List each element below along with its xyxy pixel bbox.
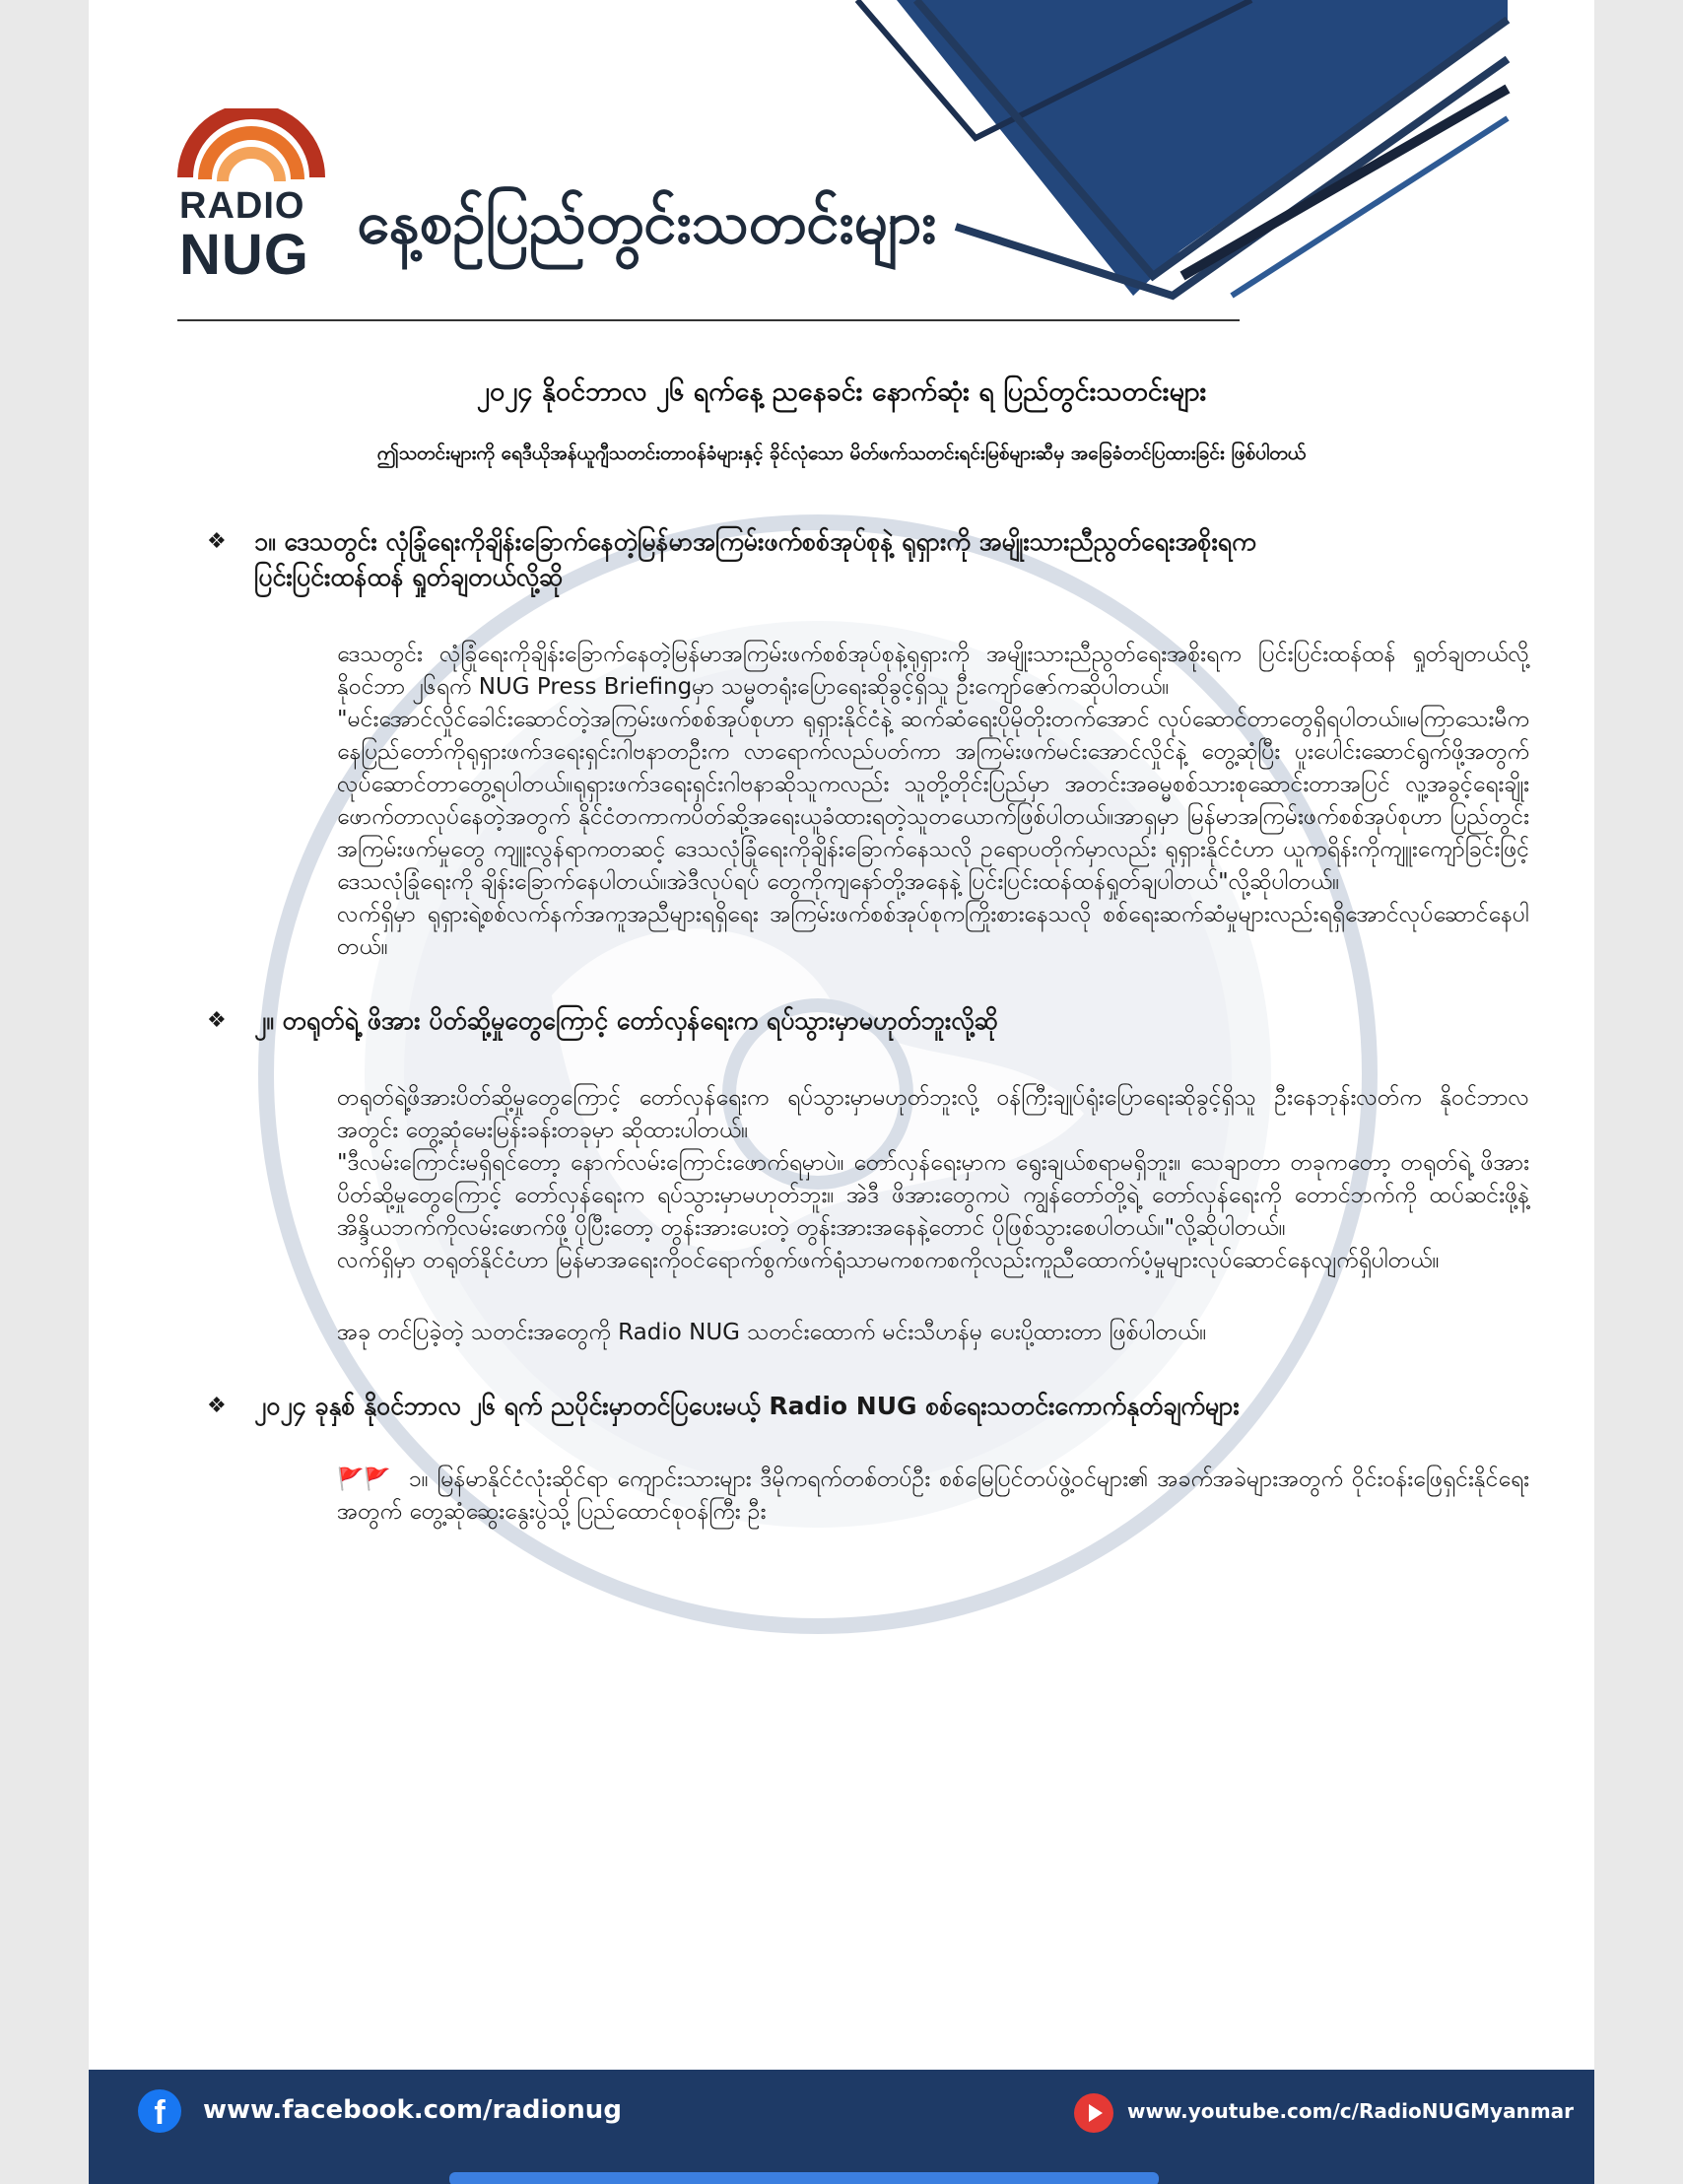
military-news-item xyxy=(337,1464,1529,1529)
page-subheading: ဤသတင်းများကို ရေဒီယိုအန်ယူဂျီသတင်းတာဝန်ခံများနှင့် ခိုင်လုံသော မိတ်ဖက်သတင်းရင်းမြစ်များဆီမှ အခြေခံတင်ပြထားခြင်း ဖြစ်ပါတယ် xyxy=(376,443,1307,464)
logo-line-radio: RADIO xyxy=(179,185,305,227)
logo-wordmark xyxy=(179,185,309,287)
section-2-body: တရုတ်ရဲ့ဖိအားပိတ်ဆို့မှုတွေကြောင့် တော်လှန်ရေးက ရပ်သွားမှာမဟုတ်ဘူးလို့ ဝန်ကြီးချုပ်ရုံးပြောရေးဆိုခွင့်ရှိသူ ဦးနေဘုန်းလတ်က နိုဝင်ဘာလအတွင်း တွေ့ဆုံမေးမြန်းခန်းတခုမှာ ဆိုထားပါတယ်။ "ဒီလမ်းကြောင်းမရှိရင်တော့ နောက်လမ်းကြောင်းဖောက်ရမှာပဲ။ တော်လှန်ရေးမှာက ရွေးချယ်စရာမရှိဘူး။ သေချာတာ တခုကတော့ တရုတ်ရဲ့ ဖိအား ပိတ်ဆို့မှုတွေကြောင့် တော်လှန်ရေးက ရပ်သွားမှာမဟုတ်ဘူး။ အဲဒီ ဖိအားတွေကပဲ ကျွန်တော်တို့ရဲ့ တော်လှန်ရေးကို တောင်ဘက်ကို ထပ်ဆင်းဖို့နဲ့ အိန္ဒိယဘက်ကိုလမ်းဖောက်ဖို့ ပိုပြီးတော့ တွန်းအားပေးတဲ့ တွန်းအားအနေနဲ့တောင် ပိုဖြစ်သွားစေပါတယ်။"လို့ဆိုပါတယ်။ လက်ရှိမှာ တရုတ်နိုင်ငံဟာ မြန်မာအရေးကိုဝင်ရောက်စွက်ဖက်ရုံသာမကစကစကိုလည်းကူညီထောက်ပံ့မှုများလုပ်ဆောင်နေလျက်ရှိပါတယ်။ xyxy=(337,1085,1529,1273)
military-news-item-text: ၁။ မြန်မာနိုင်ငံလုံးဆိုင်ရာ ကျောင်းသားများ ဒီမိုကရက်တစ်တပ်ဦး စစ်မြေပြင်တပ်ဖွဲ့ဝင်များ၏ အခက်အခဲများအတွက် ဝိုင်းဝန်းဖြေရှင်းနိုင်ရေးအတွက် တွေ့ဆုံဆွေးနွေးပွဲသို့ ပြည်ထောင်စုဝန်ကြီး ဦး xyxy=(337,1467,1529,1525)
facebook-icon[interactable]: f xyxy=(138,2089,181,2133)
page-heading: ၂၀၂၄ နိုဝင်ဘာလ ၂၆ ရက်နေ့ ညနေခင်း နောက်ဆုံး ရ ပြည်တွင်းသတင်းများ xyxy=(476,376,1207,407)
logo-line-nug: NUG xyxy=(179,223,309,287)
header-divider xyxy=(177,319,1240,321)
diamond-bullet-icon: ❖ xyxy=(207,1394,227,1418)
document-page xyxy=(89,0,1594,2184)
youtube-icon[interactable] xyxy=(1074,2093,1113,2133)
red-flag-icon: 🚩🚩 xyxy=(337,1467,391,1492)
article-body xyxy=(207,524,1532,1529)
banner-title: နေ့စဉ်ပြည်တွင်းသတင်းများ xyxy=(357,188,937,257)
section-1-title-text: ၁။ ဒေသတွင်း လုံခြုံရေးကိုချိန်းခြောက်နေတဲ့မြန်မာအကြမ်းဖက်စစ်အုပ်စုနဲ့ ရုရှားကို အမျိုးသားညီညွတ်ရေးအစိုးရက ပြင်းပြင်းထန်ထန် ရှုတ်ချတယ်လို့ဆို xyxy=(254,527,1256,591)
facebook-link[interactable]: www.facebook.com/radionug xyxy=(203,2095,622,2125)
section-1-title xyxy=(207,524,1532,595)
section-3-title xyxy=(207,1389,1532,1424)
section-3-title-text: ၂၀၂၄ ခုနှစ် နိုဝင်ဘာလ ၂၆ ရက် ညပိုင်းမှာတင်ပြပေးမယ့် Radio NUG စစ်ရေးသတင်းကောက်နုတ်ချက်များ xyxy=(254,1392,1240,1420)
youtube-link[interactable]: www.youtube.com/c/RadioNUGMyanmar xyxy=(1127,2099,1575,2123)
footer-accent-bar xyxy=(449,2172,1159,2184)
section-1-body: ဒေသတွင်း လုံခြုံရေးကိုချိန်းခြောက်နေတဲ့မြန်မာအကြမ်းဖက်စစ်အုပ်စုနဲ့ရုရှားကို အမျိုးသားညီညွတ်ရေးအစိုးရက ပြင်းပြင်းထန်ထန် ရှုတ်ချတယ်လို့ နိုဝင်ဘာ ၂၆ရက် NUG Press Briefingမှာ သမ္မတရုံးပြောရေးဆိုခွင့်ရှိသူ ဦးကျော်ဇော်ကဆိုပါတယ်။ "မင်းအောင်လှိုင်ခေါင်းဆောင်တဲ့အကြမ်းဖက်စစ်အုပ်စုဟာ ရုရှားနိုင်ငံနဲ့ ဆက်ဆံရေးပိုမိုတိုးတက်အောင် လုပ်ဆောင်တာတွေရှိရပါတယ်။မကြာသေးမီက နေပြည်တော်ကိုရုရှားဖက်ဒရေးရှင်းဂါဗနာတဦးက လာရောက်လည်ပတ်ကာ အကြမ်းဖက်မင်းအောင်လှိုင်နဲ့ တွေ့ဆုံပြီး ပူးပေါင်းဆောင်ရွက်ဖို့အတွက် လုပ်ဆောင်တာတွေ့ရပါတယ်။ရုရှားဖက်ဒရေးရှင်းဂါဗနာဆိုသူကလည်း သူတို့တိုင်းပြည်မှာ အတင်းအဓမ္မစစ်သားစုဆောင်းတာအပြင် လူ့အခွင့်ရေးချိုးဖောက်တာလုပ်နေတဲ့အတွက် နိုင်ငံတကာကပိတ်ဆို့အရေးယူခံထားရတဲ့သူတယောက်ဖြစ်ပါတယ်။အာရှမှာ မြန်မာအကြမ်းဖက်စစ်အုပ်စုဟာ ပြည်တွင်းအကြမ်းဖက်မှုတွေ ကျူးလွန်ရာကတဆင့် ဒေသလုံခြုံရေးကိုချိန်းခြောက်နေသလို ဥရောပတိုက်မှာလည်း ရုရှားနိုင်ငံဟာ ယူကရိန်းကိုကျူးကျော်ခြင်းဖြင့် ဒေသလုံခြုံရေးကို ချိန်းခြောက်နေပါတယ်။အဲဒီလုပ်ရပ် တွေကိုကျနော်တို့အနေနဲ့ ပြင်းပြင်းထန်ထန်ရှုတ်ချပါတယ်"လို့ဆိုပါတယ်။ လက်ရှိမှာ ရုရှားရဲ့စစ်လက်နက်အကူအညီများရရှိရေး အကြမ်းဖက်စစ်အုပ်စုကကြိုးစားနေသလို စစ်ရေးဆက်ဆံမှုများလည်းရရှိအောင်လုပ်ဆောင်နေပါတယ်။ xyxy=(337,642,1529,960)
diamond-bullet-icon: ❖ xyxy=(207,529,227,554)
diamond-bullet-icon: ❖ xyxy=(207,1008,227,1033)
section-2-title-text: ၂။ တရုတ်ရဲ့ ဖိအား ပိတ်ဆို့မှုတွေကြောင့် တော်လှန်ရေးက ရပ်သွားမှာမဟုတ်ဘူးလို့ဆို xyxy=(254,1006,998,1035)
footer-bar xyxy=(89,2070,1594,2184)
section-2-title xyxy=(207,1003,1532,1039)
section-2-closing: အခု တင်ပြခဲ့တဲ့ သတင်းအတွေကို Radio NUG သတင်းထောက် မင်းသီဟန်မှ ပေးပို့ထားတာ ဖြစ်ပါတယ်။ xyxy=(337,1320,1207,1345)
